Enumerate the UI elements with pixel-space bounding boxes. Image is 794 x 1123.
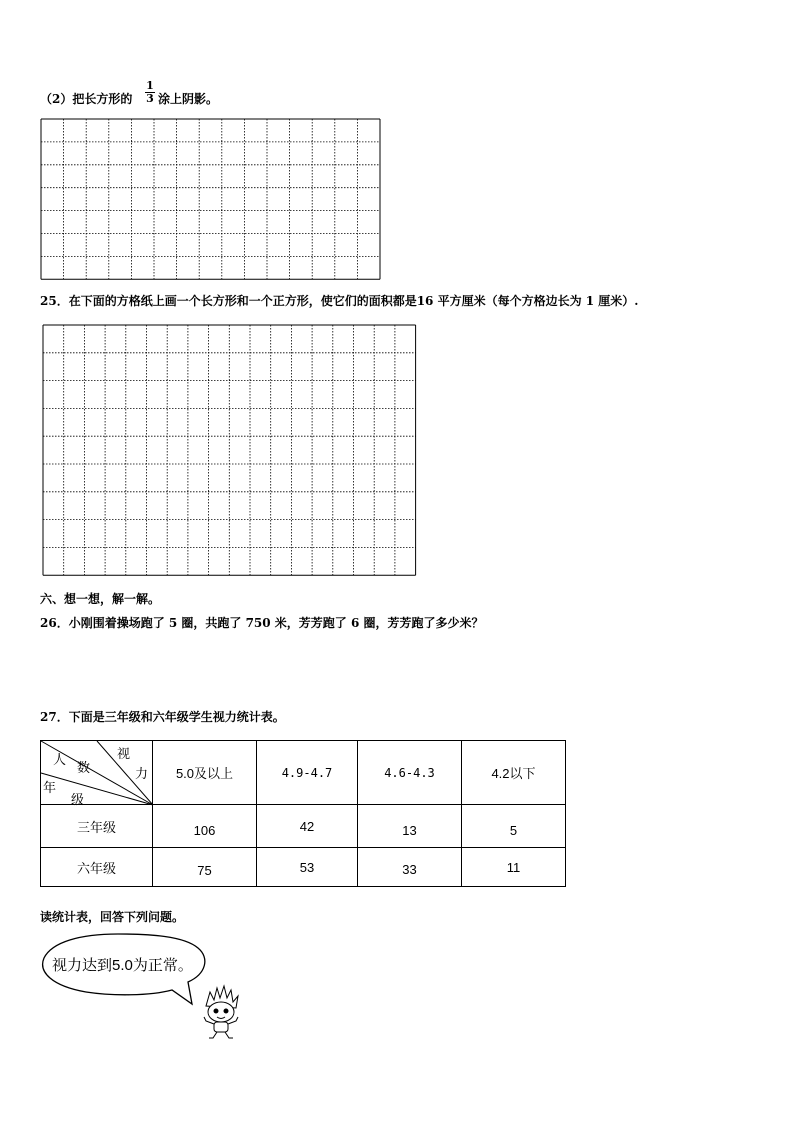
section-6-title: 六、想一想，解一解。 <box>40 592 161 606</box>
q25-text: 25．在下面的方格纸上画一个长方形和一个正方形，使它们的面积都是16 平方厘米（每个方格边长为 1 厘米）. <box>40 294 639 308</box>
column-header: 5.0及以上 <box>153 741 257 805</box>
row-grade-label: 六年级 <box>41 848 153 887</box>
table-cell: 11 <box>462 848 566 887</box>
column-header: 4.2以下 <box>462 741 566 805</box>
corner-label-shu: 数 <box>77 761 91 776</box>
row-grade-label: 三年级 <box>41 805 153 848</box>
bubble-text: 视力达到5.0为正常。 <box>52 957 193 974</box>
fraction-numerator: 1 <box>146 79 154 92</box>
column-header: 4.9-4.7 <box>257 741 358 805</box>
table-cell: 42 <box>257 805 358 848</box>
corner-label-ji: 级 <box>71 793 85 808</box>
fraction-denominator: 3 <box>146 92 154 105</box>
corner-label-li: 力 <box>135 767 149 782</box>
corner-label-shi: 视 <box>117 747 131 762</box>
q26-text: 26．小刚围着操场跑了 5 圈，共跑了 750 米，芳芳跑了 6 圈，芳芳跑了多少米？ <box>40 616 484 630</box>
q24-part2-prefix: （2）把长方形的 <box>40 92 133 106</box>
table-cell: 5 <box>462 805 566 848</box>
table-cell: 13 <box>358 805 462 848</box>
column-header: 4.6-4.3 <box>358 741 462 805</box>
table-cell: 53 <box>257 848 358 887</box>
table-cell: 33 <box>358 848 462 887</box>
corner-label-ren: 人 <box>53 753 67 768</box>
q27-text: 27．下面是三年级和六年级学生视力统计表。 <box>40 710 285 724</box>
table-cell: 106 <box>153 805 257 848</box>
q24-part2-suffix: 涂上阴影。 <box>158 92 219 106</box>
corner-label-nian: 年 <box>43 781 57 796</box>
q27-instruction: 读统计表，回答下列问题。 <box>40 910 185 924</box>
table-cell: 75 <box>153 848 257 887</box>
